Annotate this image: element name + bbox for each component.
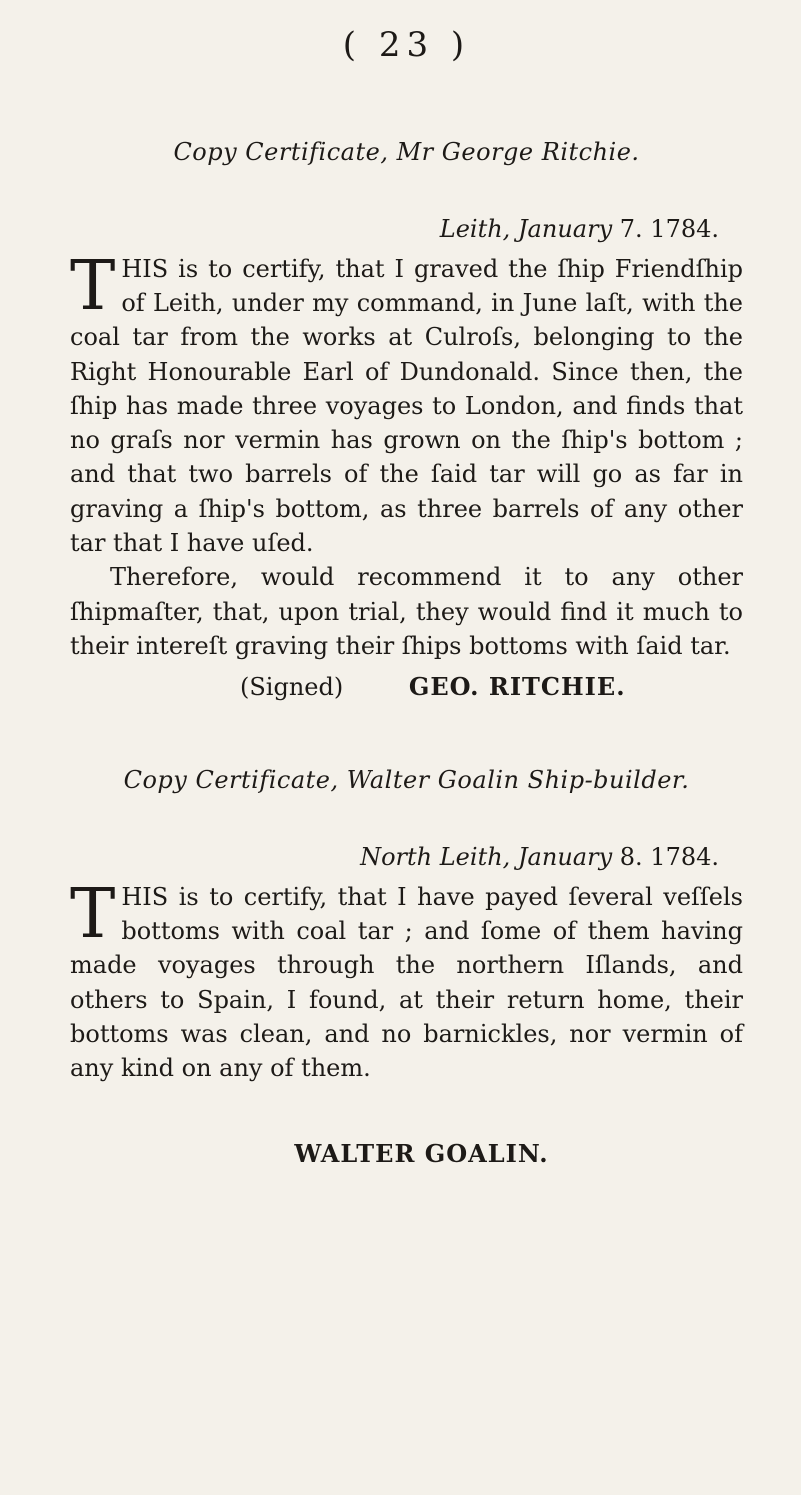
certificate-title: Copy Certificate, Walter Goalin Ship-builder.	[123, 766, 690, 795]
signature-name: GEO. RITCHIE.	[408, 672, 626, 702]
signature-name: WALTER GOALIN.	[294, 1138, 549, 1168]
signature-line	[70, 673, 743, 702]
signed-label: (Signed)	[240, 673, 344, 702]
date-month: January	[517, 214, 613, 243]
certificate-date	[70, 843, 743, 872]
date-month: January	[517, 842, 613, 871]
date-day-year: 7. 1784.	[619, 214, 719, 243]
drop-cap: T	[70, 874, 116, 954]
date-place: North Leith,	[360, 842, 511, 871]
paragraph-text: HIS is to certify, that I have payed ſeveral veſſels bottoms with coal tar ; and ſome of them having made voyages through the northern Iſlands, and others to Spain, I found, at their return home, their bottoms was clean, and no barnickles, nor vermin of any kind on any of them.	[70, 882, 743, 1083]
certificate-body	[70, 246, 743, 664]
date-day-year: 8. 1784.	[619, 842, 719, 871]
certificate-title: Copy Certificate, Mr George Ritchie.	[173, 138, 640, 166]
certificate-goalin	[70, 766, 743, 1168]
certificate-paragraph	[70, 246, 743, 561]
date-place: Leith,	[439, 214, 511, 243]
page-number: ( 23 )	[342, 25, 471, 65]
drop-cap: T	[70, 246, 116, 326]
certificate-ritchie	[70, 138, 743, 702]
certificate-paragraph: Therefore, would recommend it to any other ſhipmaſter, that, upon trial, they would find it much to their intereſt graving their ſhips bottoms with ſaid tar.	[70, 563, 743, 661]
certificate-body	[70, 874, 743, 1086]
paragraph-text: HIS is to certify, that I graved the ſhip Friendſhip of Leith, under my command, in June laſt, with the coal tar from the works at Culroſs, belonging to the Right Honourable Earl of Dundonald. Since then, the ſhip has made three voyages to London, and finds that no graſs nor vermin has grown on the ſhip's bottom ; and that two barrels of the ſaid tar will go as far in graving a ſhip's bottom, as three barrels of any other tar that I have uſed.	[70, 254, 743, 558]
certificate-date	[70, 215, 743, 244]
certificate-paragraph	[70, 874, 743, 1086]
